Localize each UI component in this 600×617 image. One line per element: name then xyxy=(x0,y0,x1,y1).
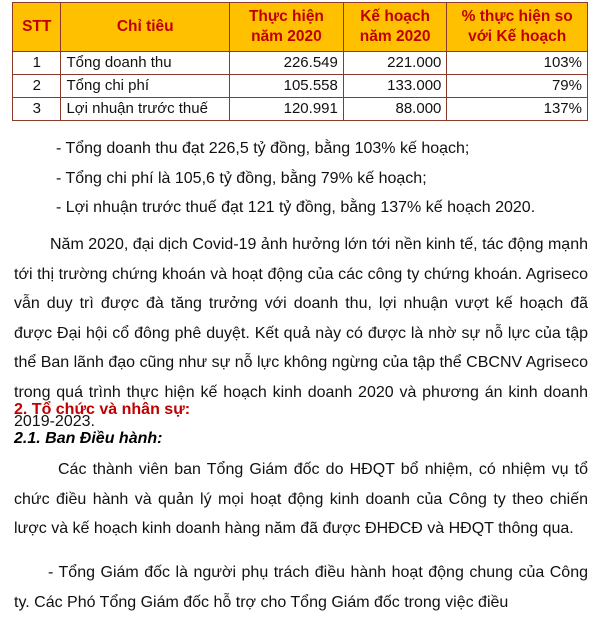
header-percent xyxy=(447,3,588,52)
board-paragraph-text: Các thành viên ban Tổng Giám đốc do HĐQT bổ nhiệm, có nhiệm vụ tổ chức điều hành và quản lý mọi hoạt động kinh doanh của Công ty theo chiến lược và kế hoạch kinh doanh hàng năm đã được ĐHĐCĐ và HĐQT thông qua. xyxy=(14,461,588,537)
bullet-item: - Tổng doanh thu đạt 226,5 tỷ đồng, bằng 103% kế hoạch; xyxy=(56,140,470,157)
table-row xyxy=(13,52,588,75)
header-plan-line1: Kế hoạch xyxy=(360,8,430,25)
cell-actual: 226.549 xyxy=(230,52,344,75)
header-stt: STT xyxy=(13,3,61,52)
header-indicator: Chỉ tiêu xyxy=(61,3,230,52)
cell-indicator: Tổng doanh thu xyxy=(61,52,230,75)
header-plan-line2: năm 2020 xyxy=(359,28,431,45)
header-actual-line1: Thực hiện xyxy=(248,8,324,25)
board-paragraph xyxy=(14,455,588,544)
header-percent-line2: với Kế hoạch xyxy=(468,28,567,45)
bullet-item: - Lợi nhuận trước thuế đạt 121 tỷ đồng, bằng 137% kế hoạch 2020. xyxy=(56,199,536,216)
cell-plan: 221.000 xyxy=(343,52,447,75)
table-row xyxy=(13,75,588,98)
cell-indicator: Lợi nhuận trước thuế xyxy=(61,98,230,121)
cell-actual: 105.558 xyxy=(230,75,344,98)
bullet-item: - Tổng chi phí là 105,6 tỷ đồng, bằng 79% kế hoạch; xyxy=(56,169,427,187)
summary-paragraph-text: Năm 2020, đại dịch Covid-19 ảnh hưởng lớn tới nền kinh tế, tác động mạnh tới thị trường chứng khoán và hoạt động của các công ty chứng khoán. Agriseco vẫn duy trì được đà tăng trưởng với doanh thu, lợi nhuận vượt kế hoạch đã được Đại hội cổ đông phê duyệt. Kết quả này có được là nhờ sự nỗ lực của tập thể Ban lãnh đạo cũng như sự nỗ lực không ngừng của tập thể CBCNV Agriseco trong quá trình thực hiện kế hoạch kinh doanh 2020 và phương án kinh doanh 2019-2023. xyxy=(14,236,588,430)
subsection-heading: 2.1. Ban Điều hành: xyxy=(14,430,163,447)
cell-actual: 120.991 xyxy=(230,98,344,121)
cell-stt: 2 xyxy=(13,75,61,98)
cell-percent: 79% xyxy=(447,75,588,98)
ceo-paragraph-text: - Tổng Giám đốc là người phụ trách điều hành hoạt động chung của Công ty. Các Phó Tổng Giám đốc hỗ trợ cho Tổng Giám đốc trong việc điều xyxy=(14,564,588,611)
ceo-paragraph xyxy=(14,558,588,617)
cell-percent: 137% xyxy=(447,98,588,121)
header-plan xyxy=(343,3,447,52)
header-percent-line1: % thực hiện so xyxy=(461,8,573,25)
cell-plan: 133.000 xyxy=(343,75,447,98)
cell-stt: 3 xyxy=(13,98,61,121)
cell-indicator: Tổng chi phí xyxy=(61,75,230,98)
header-actual xyxy=(230,3,344,52)
cell-plan: 88.000 xyxy=(343,98,447,121)
results-bullet-list xyxy=(14,134,588,223)
cell-stt: 1 xyxy=(13,52,61,75)
header-actual-line2: năm 2020 xyxy=(251,28,322,45)
table-header-row xyxy=(13,3,588,52)
results-table xyxy=(12,2,588,121)
cell-percent: 103% xyxy=(447,52,588,75)
section-heading: 2. Tổ chức và nhân sự: xyxy=(14,401,191,418)
table-row xyxy=(13,98,588,121)
